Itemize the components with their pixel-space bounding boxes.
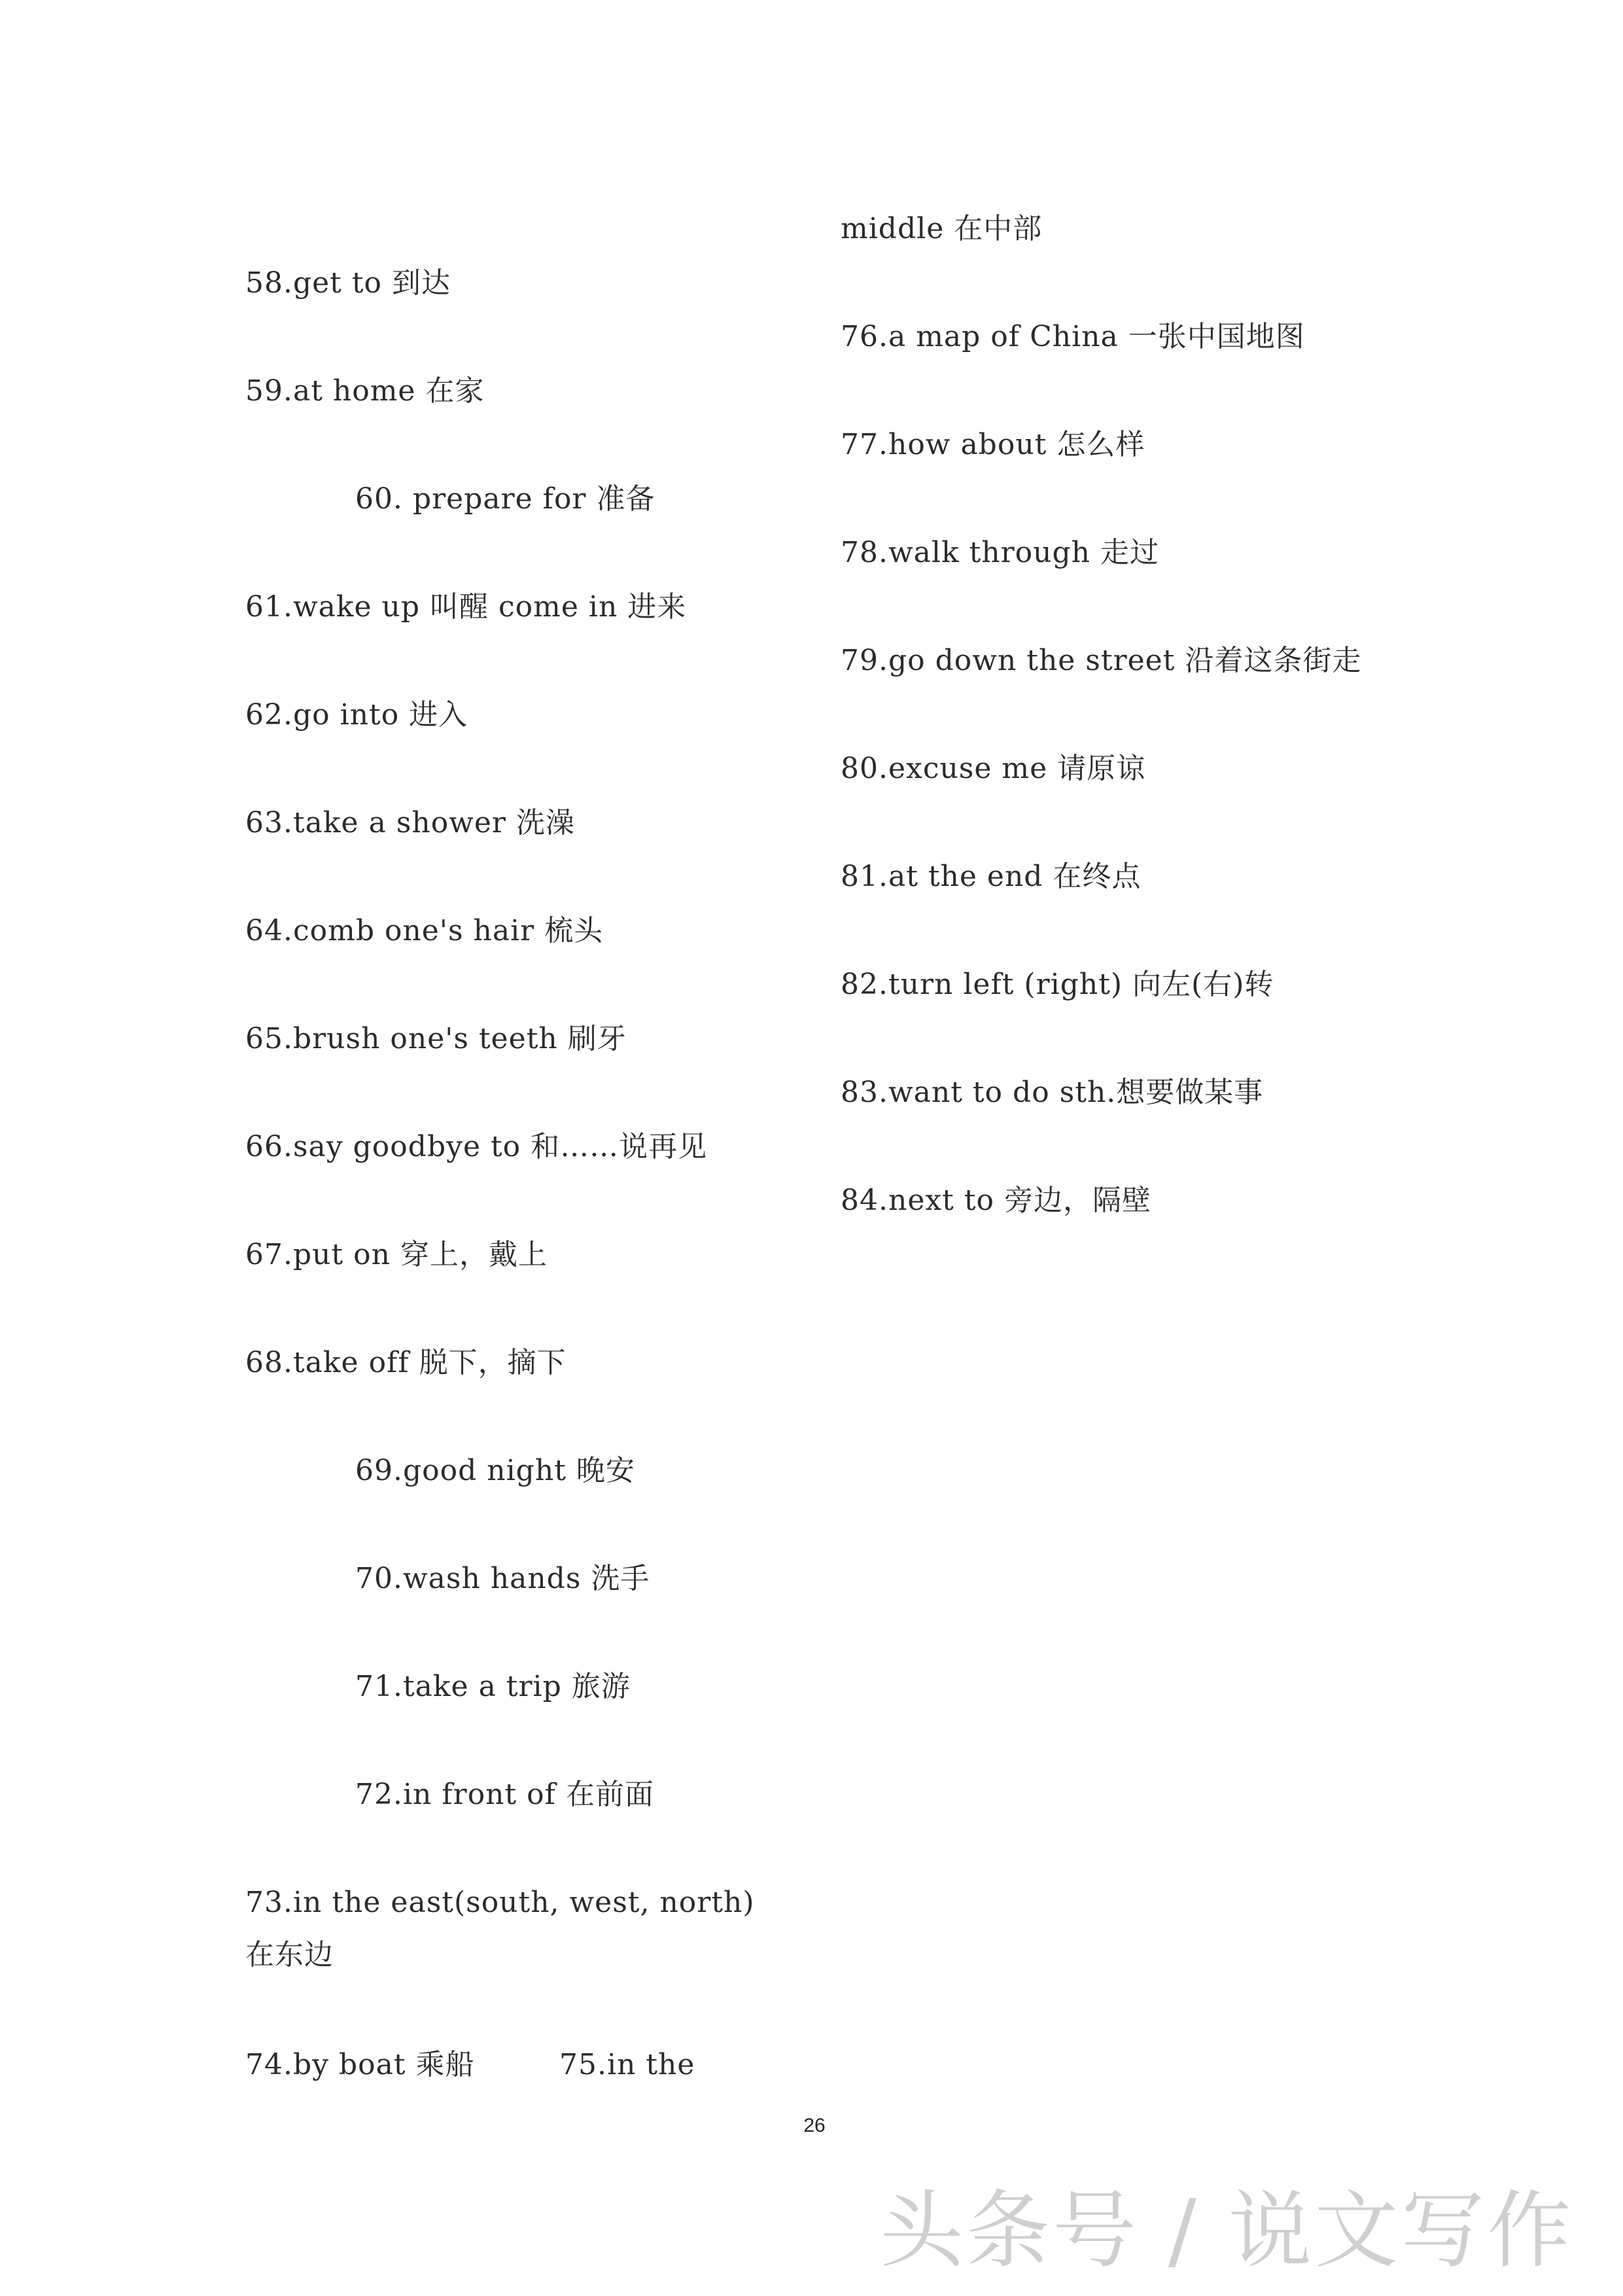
vocab-line: 58.get to 到达 [245, 266, 451, 300]
vocab-line: 75.in the [559, 2048, 695, 2081]
vocab-line: 70.wash hands 洗手 [355, 1562, 650, 1595]
vocab-line: 69.good night 晚安 [355, 1454, 635, 1487]
vocab-line: 78.walk through 走过 [841, 536, 1159, 569]
vocab-line: 84.next to 旁边，隔壁 [841, 1184, 1151, 1217]
vocab-line: middle 在中部 [841, 212, 1043, 245]
vocab-line: 68.take off 脱下，摘下 [245, 1346, 567, 1379]
vocab-line: 64.comb one's hair 梳头 [245, 914, 604, 947]
vocab-line: 72.in front of 在前面 [355, 1778, 654, 1811]
vocab-line: 80.excuse me 请原谅 [841, 752, 1146, 785]
vocab-line: 65.brush one's teeth 刷牙 [245, 1022, 627, 1055]
vocab-line: 77.how about 怎么样 [841, 428, 1145, 461]
vocab-line: 81.at the end 在终点 [841, 860, 1142, 893]
vocab-line: 73.in the east(south, west, north) [245, 1886, 755, 1919]
vocab-line: 83.want to do sth.想要做某事 [841, 1076, 1264, 1109]
watermark: 头条号 / 说文写作 [880, 2182, 1574, 2280]
vocab-line: 74.by boat 乘船 [245, 2048, 475, 2081]
vocab-line: 63.take a shower 洗澡 [245, 806, 575, 839]
vocab-line: 66.say goodbye to 和……说再见 [245, 1130, 708, 1163]
vocab-line: 59.at home 在家 [245, 374, 485, 408]
vocab-line: 在东边 [245, 1938, 334, 1971]
vocab-line: 71.take a trip 旅游 [355, 1670, 631, 1703]
vocab-line: 61.wake up 叫醒 come in 进来 [245, 590, 687, 624]
vocab-line: 62.go into 进入 [245, 698, 468, 732]
vocab-line: 76.a map of China 一张中国地图 [841, 320, 1305, 353]
page-number: 26 [803, 2115, 826, 2136]
vocab-line: 79.go down the street 沿着这条街走 [841, 644, 1362, 677]
vocab-line: 67.put on 穿上，戴上 [245, 1238, 548, 1271]
vocab-line: 60. prepare for 准备 [355, 482, 655, 516]
vocab-line: 82.turn left (right) 向左(右)转 [841, 968, 1274, 1001]
